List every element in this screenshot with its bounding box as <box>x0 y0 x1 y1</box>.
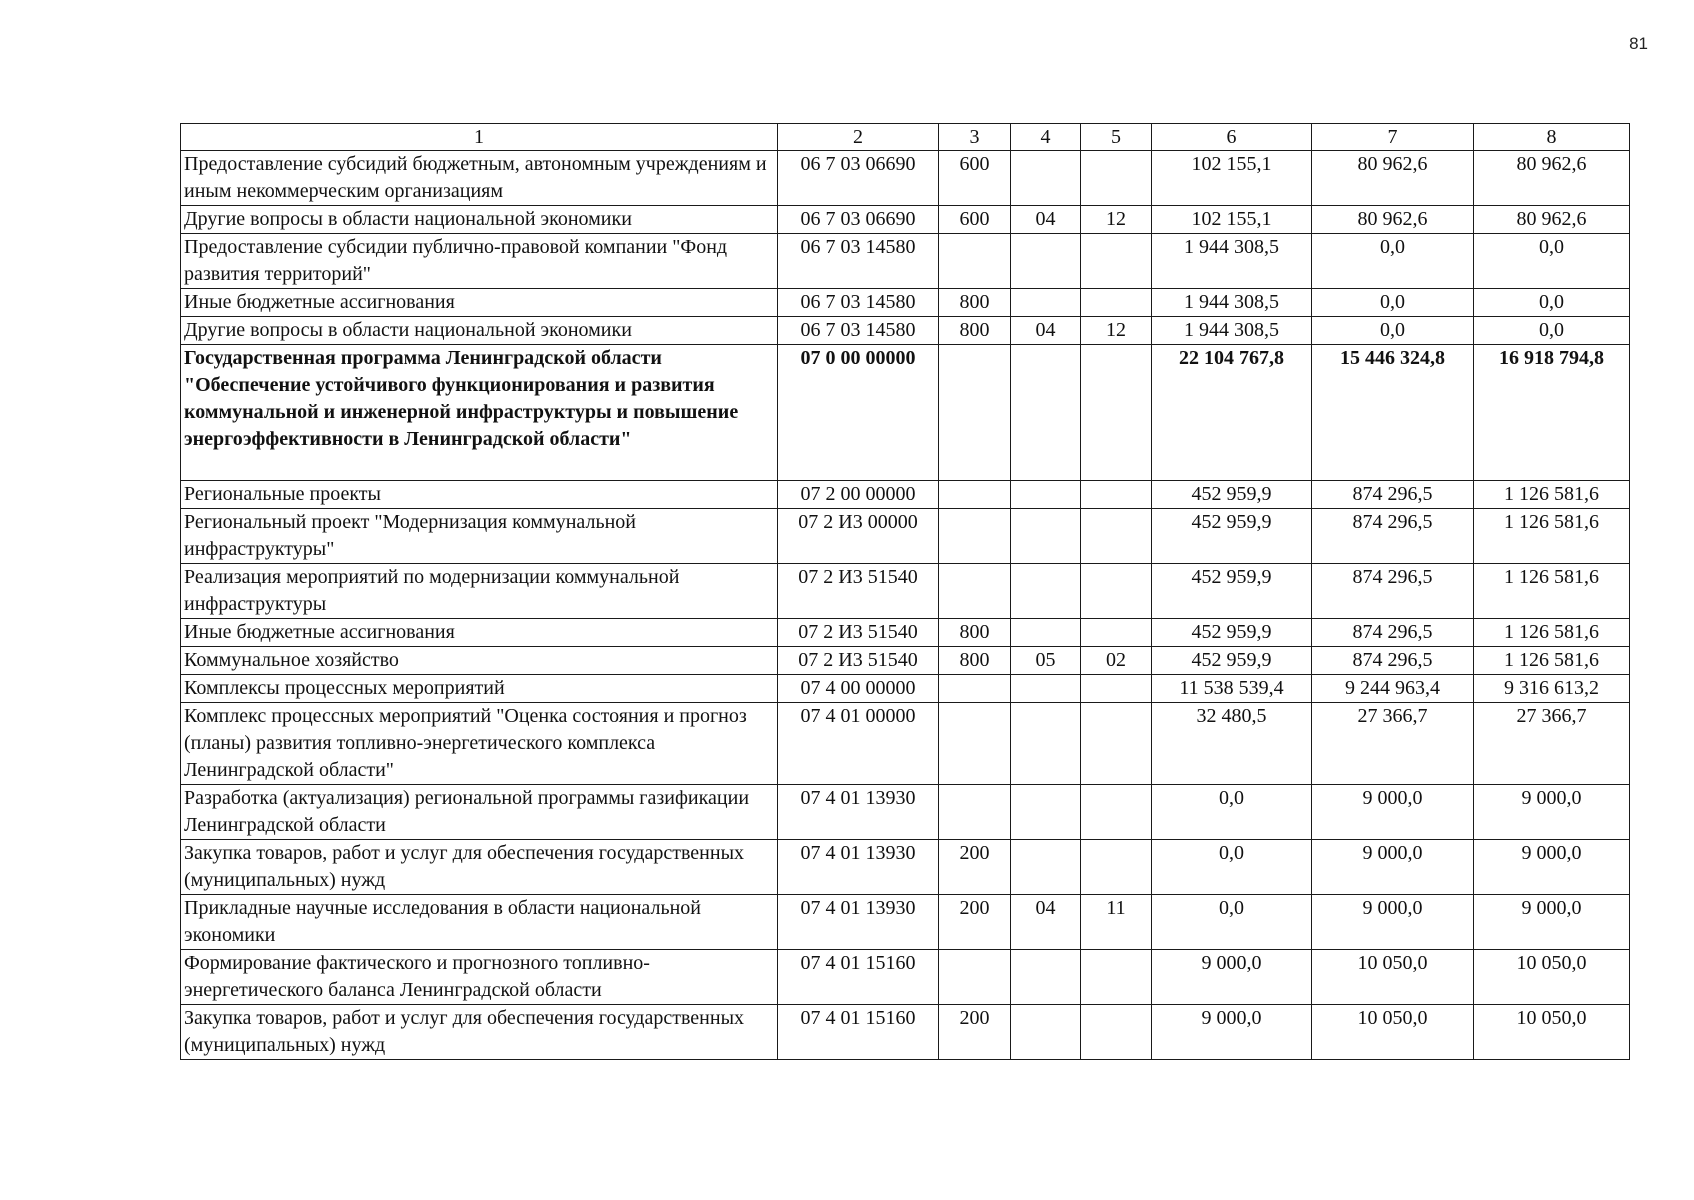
row-value8-cell: 1 126 581,6 <box>1474 647 1630 675</box>
row-code-cell: 07 4 01 13930 <box>778 840 939 895</box>
row-pr-cell: 12 <box>1081 317 1152 345</box>
row-vr-cell <box>939 675 1011 703</box>
row-name-cell: Разработка (актуализация) региональной программы газификации Ленинградской области <box>181 785 778 840</box>
table-row <box>181 785 1630 840</box>
row-code-cell: 06 7 03 14580 <box>778 289 939 317</box>
row-name-cell: Коммунальное хозяйство <box>181 647 778 675</box>
row-rz-cell <box>1011 151 1081 206</box>
table-row <box>181 840 1630 895</box>
row-value8-cell: 1 126 581,6 <box>1474 509 1630 564</box>
row-rz-cell <box>1011 785 1081 840</box>
row-pr-cell: 12 <box>1081 206 1152 234</box>
row-code-cell: 07 4 01 15160 <box>778 1005 939 1060</box>
row-pr-cell <box>1081 619 1152 647</box>
row-pr-cell <box>1081 509 1152 564</box>
row-value7-cell: 874 296,5 <box>1312 509 1474 564</box>
row-vr-cell: 800 <box>939 647 1011 675</box>
row-rz-cell: 04 <box>1011 317 1081 345</box>
row-vr-cell: 600 <box>939 151 1011 206</box>
row-name-cell: Прикладные научные исследования в области национальной экономики <box>181 895 778 950</box>
budget-table <box>180 123 1630 1060</box>
row-vr-cell: 800 <box>939 619 1011 647</box>
row-pr-cell <box>1081 345 1152 481</box>
row-name-cell: Другие вопросы в области национальной экономики <box>181 317 778 345</box>
row-name-cell: Комплексы процессных мероприятий <box>181 675 778 703</box>
table-row <box>181 234 1630 289</box>
table-row <box>181 509 1630 564</box>
table-row <box>181 317 1630 345</box>
row-rz-cell <box>1011 619 1081 647</box>
row-pr-cell <box>1081 1005 1152 1060</box>
row-code-cell: 07 2 И3 51540 <box>778 564 939 619</box>
row-code-cell: 07 2 И3 00000 <box>778 509 939 564</box>
row-pr-cell: 02 <box>1081 647 1152 675</box>
row-rz-cell <box>1011 703 1081 785</box>
row-vr-cell: 800 <box>939 317 1011 345</box>
row-code-cell: 07 4 01 13930 <box>778 785 939 840</box>
row-pr-cell <box>1081 234 1152 289</box>
row-name-cell: Региональный проект "Модернизация коммунальной инфраструктуры" <box>181 509 778 564</box>
row-value8-cell: 16 918 794,8 <box>1474 345 1630 481</box>
table-row <box>181 950 1630 1005</box>
row-vr-cell: 600 <box>939 206 1011 234</box>
row-rz-cell: 04 <box>1011 895 1081 950</box>
row-value6-cell: 102 155,1 <box>1152 151 1312 206</box>
row-value8-cell: 0,0 <box>1474 234 1630 289</box>
row-value6-cell: 1 944 308,5 <box>1152 234 1312 289</box>
row-value6-cell: 452 959,9 <box>1152 619 1312 647</box>
row-rz-cell: 04 <box>1011 206 1081 234</box>
row-name-cell: Иные бюджетные ассигнования <box>181 289 778 317</box>
row-value7-cell: 874 296,5 <box>1312 564 1474 619</box>
row-value7-cell: 9 244 963,4 <box>1312 675 1474 703</box>
row-vr-cell <box>939 785 1011 840</box>
row-name-cell: Предоставление субсидий бюджетным, автономным учреждениям и иным некоммерческим организациям <box>181 151 778 206</box>
row-vr-cell: 800 <box>939 289 1011 317</box>
row-value7-cell: 80 962,6 <box>1312 151 1474 206</box>
header-cell: 3 <box>939 124 1011 151</box>
table-body <box>181 124 1630 1060</box>
row-value7-cell: 874 296,5 <box>1312 619 1474 647</box>
row-vr-cell: 200 <box>939 895 1011 950</box>
row-rz-cell <box>1011 840 1081 895</box>
header-cell: 7 <box>1312 124 1474 151</box>
row-value6-cell: 452 959,9 <box>1152 564 1312 619</box>
row-code-cell: 07 2 И3 51540 <box>778 619 939 647</box>
table-row <box>181 675 1630 703</box>
row-code-cell: 06 7 03 14580 <box>778 234 939 289</box>
row-value6-cell: 0,0 <box>1152 840 1312 895</box>
row-value7-cell: 874 296,5 <box>1312 481 1474 509</box>
row-code-cell: 07 4 01 15160 <box>778 950 939 1005</box>
row-value7-cell: 9 000,0 <box>1312 785 1474 840</box>
row-value8-cell: 0,0 <box>1474 317 1630 345</box>
row-pr-cell <box>1081 151 1152 206</box>
row-value7-cell: 9 000,0 <box>1312 895 1474 950</box>
row-rz-cell: 05 <box>1011 647 1081 675</box>
table-row <box>181 564 1630 619</box>
row-pr-cell <box>1081 950 1152 1005</box>
row-value6-cell: 11 538 539,4 <box>1152 675 1312 703</box>
header-cell: 6 <box>1152 124 1312 151</box>
row-vr-cell <box>939 703 1011 785</box>
row-rz-cell <box>1011 675 1081 703</box>
table-header-row <box>181 124 1630 151</box>
row-value6-cell: 452 959,9 <box>1152 509 1312 564</box>
row-name-cell: Другие вопросы в области национальной экономики <box>181 206 778 234</box>
row-value8-cell: 1 126 581,6 <box>1474 481 1630 509</box>
row-value6-cell: 452 959,9 <box>1152 481 1312 509</box>
row-vr-cell <box>939 509 1011 564</box>
row-code-cell: 07 4 01 13930 <box>778 895 939 950</box>
row-pr-cell <box>1081 840 1152 895</box>
row-rz-cell <box>1011 564 1081 619</box>
row-value8-cell: 1 126 581,6 <box>1474 619 1630 647</box>
row-vr-cell: 200 <box>939 1005 1011 1060</box>
row-value7-cell: 10 050,0 <box>1312 1005 1474 1060</box>
row-value7-cell: 0,0 <box>1312 317 1474 345</box>
row-rz-cell <box>1011 509 1081 564</box>
row-vr-cell <box>939 481 1011 509</box>
row-pr-cell: 11 <box>1081 895 1152 950</box>
row-value7-cell: 80 962,6 <box>1312 206 1474 234</box>
page-number: 81 <box>1629 34 1648 53</box>
row-value8-cell: 9 316 613,2 <box>1474 675 1630 703</box>
header-cell: 2 <box>778 124 939 151</box>
row-value6-cell: 452 959,9 <box>1152 647 1312 675</box>
row-name-cell: Формирование фактического и прогнозного топливно-энергетического баланса Ленинградской области <box>181 950 778 1005</box>
row-value6-cell: 102 155,1 <box>1152 206 1312 234</box>
row-code-cell: 06 7 03 06690 <box>778 151 939 206</box>
row-pr-cell <box>1081 481 1152 509</box>
row-vr-cell <box>939 345 1011 481</box>
row-value8-cell: 1 126 581,6 <box>1474 564 1630 619</box>
header-cell: 1 <box>181 124 778 151</box>
row-name-cell: Иные бюджетные ассигнования <box>181 619 778 647</box>
row-vr-cell: 200 <box>939 840 1011 895</box>
row-rz-cell <box>1011 234 1081 289</box>
row-value8-cell: 9 000,0 <box>1474 895 1630 950</box>
row-pr-cell <box>1081 703 1152 785</box>
row-value6-cell: 0,0 <box>1152 785 1312 840</box>
row-code-cell: 06 7 03 14580 <box>778 317 939 345</box>
row-value6-cell: 22 104 767,8 <box>1152 345 1312 481</box>
row-value6-cell: 0,0 <box>1152 895 1312 950</box>
table-row <box>181 206 1630 234</box>
row-code-cell: 07 0 00 00000 <box>778 345 939 481</box>
table-row <box>181 703 1630 785</box>
table-row <box>181 345 1630 481</box>
row-value7-cell: 0,0 <box>1312 289 1474 317</box>
row-value7-cell: 15 446 324,8 <box>1312 345 1474 481</box>
header-cell: 8 <box>1474 124 1630 151</box>
row-name-cell: Закупка товаров, работ и услуг для обеспечения государственных (муниципальных) нужд <box>181 1005 778 1060</box>
row-name-cell: Комплекс процессных мероприятий "Оценка состояния и прогноз (планы) развития топливно-энергетического комплекса Ленинградской области" <box>181 703 778 785</box>
row-rz-cell <box>1011 345 1081 481</box>
row-value6-cell: 1 944 308,5 <box>1152 317 1312 345</box>
table-row <box>181 481 1630 509</box>
row-value8-cell: 80 962,6 <box>1474 151 1630 206</box>
row-vr-cell <box>939 950 1011 1005</box>
row-code-cell: 07 4 00 00000 <box>778 675 939 703</box>
row-value6-cell: 9 000,0 <box>1152 1005 1312 1060</box>
table-row <box>181 895 1630 950</box>
row-rz-cell <box>1011 950 1081 1005</box>
row-value6-cell: 32 480,5 <box>1152 703 1312 785</box>
row-name-cell: Государственная программа Ленинградской области "Обеспечение устойчивого функционирования и развития коммунальной и инженерной инфраструктуры и повышение энергоэффективности в Ленинградской области" <box>181 345 778 481</box>
row-value8-cell: 10 050,0 <box>1474 1005 1630 1060</box>
table-row <box>181 151 1630 206</box>
row-value8-cell: 80 962,6 <box>1474 206 1630 234</box>
row-rz-cell <box>1011 481 1081 509</box>
row-value7-cell: 27 366,7 <box>1312 703 1474 785</box>
row-value7-cell: 10 050,0 <box>1312 950 1474 1005</box>
row-code-cell: 07 4 01 00000 <box>778 703 939 785</box>
row-value8-cell: 10 050,0 <box>1474 950 1630 1005</box>
row-name-cell: Предоставление субсидии публично-правовой компании "Фонд развития территорий" <box>181 234 778 289</box>
header-cell: 4 <box>1011 124 1081 151</box>
row-value8-cell: 9 000,0 <box>1474 840 1630 895</box>
row-code-cell: 07 2 И3 51540 <box>778 647 939 675</box>
table-row <box>181 289 1630 317</box>
row-vr-cell <box>939 234 1011 289</box>
table-row <box>181 647 1630 675</box>
row-rz-cell <box>1011 1005 1081 1060</box>
table-row <box>181 619 1630 647</box>
row-value7-cell: 874 296,5 <box>1312 647 1474 675</box>
row-name-cell: Региональные проекты <box>181 481 778 509</box>
row-value6-cell: 9 000,0 <box>1152 950 1312 1005</box>
row-name-cell: Реализация мероприятий по модернизации коммунальной инфраструктуры <box>181 564 778 619</box>
row-value7-cell: 0,0 <box>1312 234 1474 289</box>
row-pr-cell <box>1081 289 1152 317</box>
row-value6-cell: 1 944 308,5 <box>1152 289 1312 317</box>
row-pr-cell <box>1081 564 1152 619</box>
row-pr-cell <box>1081 675 1152 703</box>
row-name-cell: Закупка товаров, работ и услуг для обеспечения государственных (муниципальных) нужд <box>181 840 778 895</box>
row-value7-cell: 9 000,0 <box>1312 840 1474 895</box>
row-value8-cell: 0,0 <box>1474 289 1630 317</box>
table-row <box>181 1005 1630 1060</box>
row-pr-cell <box>1081 785 1152 840</box>
row-code-cell: 07 2 00 00000 <box>778 481 939 509</box>
row-vr-cell <box>939 564 1011 619</box>
row-value8-cell: 27 366,7 <box>1474 703 1630 785</box>
row-rz-cell <box>1011 289 1081 317</box>
header-cell: 5 <box>1081 124 1152 151</box>
row-code-cell: 06 7 03 06690 <box>778 206 939 234</box>
row-value8-cell: 9 000,0 <box>1474 785 1630 840</box>
